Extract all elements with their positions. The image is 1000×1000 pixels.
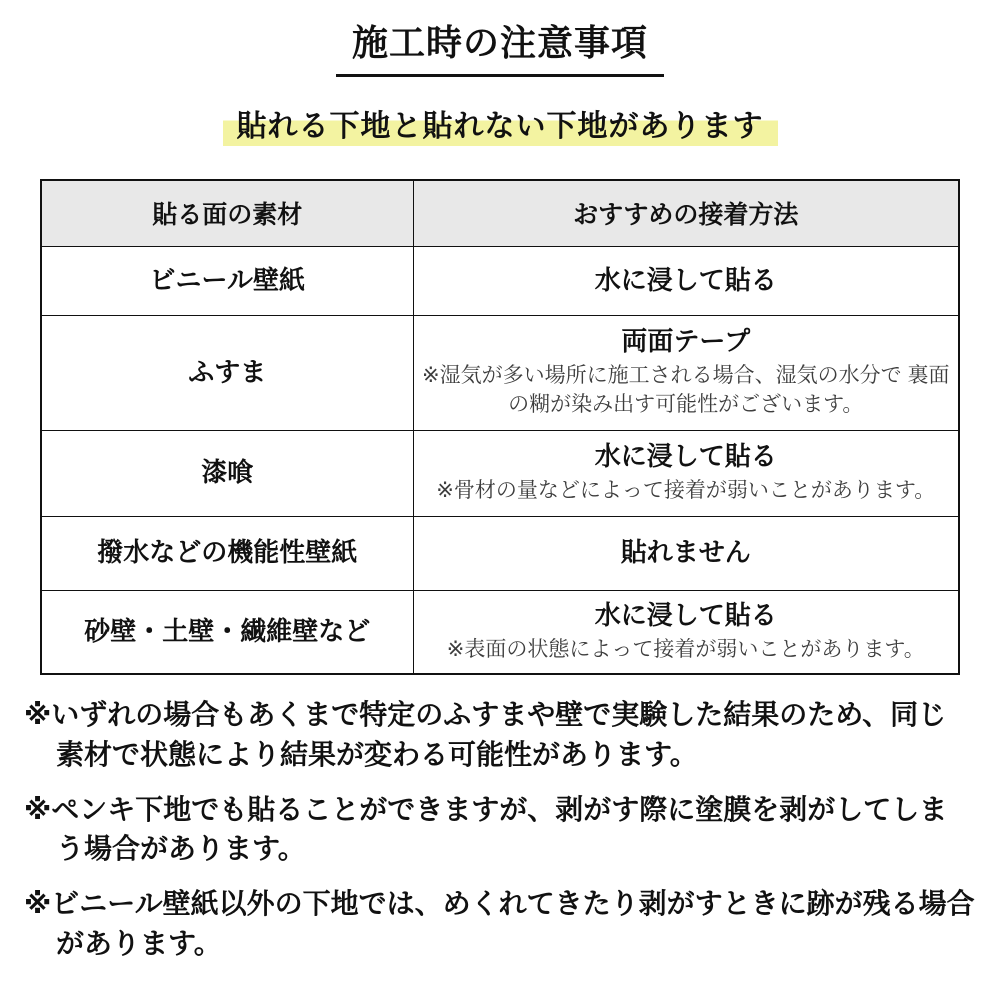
table-header-material: 貼る面の素材 xyxy=(41,180,413,246)
material-cell xyxy=(41,246,413,315)
method-label: 水に浸して貼る xyxy=(594,264,777,295)
material-label: 漆喰 xyxy=(201,457,254,488)
subtitle-highlighted: 貼れる下地と貼れない下地があります xyxy=(223,107,778,146)
method-cell xyxy=(413,430,959,516)
method-label: 両面テープ xyxy=(621,326,751,357)
footnote-line: ※ビニール壁紙以外の下地では、めくれてきたり剥がすときに跡が残る場合 xyxy=(24,888,975,919)
page-title: 施工時の注意事項 xyxy=(336,20,664,77)
table-header-row xyxy=(41,180,959,246)
footnote-line: ※いずれの場合もあくまで特定のふすまや壁で実験した結果のため、同じ xyxy=(24,699,947,730)
table-row xyxy=(41,430,959,516)
materials-table xyxy=(40,179,960,675)
material-cell xyxy=(41,516,413,590)
method-cell xyxy=(413,516,959,590)
material-label: 砂壁・土壁・繊維壁など xyxy=(84,615,371,646)
method-note: ※表面の状態によって接着が弱いことがあります。 xyxy=(446,637,925,661)
footnote-line: う場合があります。 xyxy=(56,833,306,865)
method-note: ※骨材の量などによって接着が弱いことがあります。 xyxy=(436,478,936,502)
method-note-line: 裏面の糊が染み出す可能性がございます。 xyxy=(508,363,950,416)
method-cell xyxy=(413,315,959,430)
footnote-line: ※ペンキ下地でも貼ることができますが、剥がす際に塗膜を剥がしてしま xyxy=(24,793,948,825)
material-cell xyxy=(41,590,413,674)
footnote-line: があります。 xyxy=(56,927,222,959)
footnote-item xyxy=(24,884,976,964)
material-label: ふすま xyxy=(188,356,267,387)
table-row xyxy=(41,516,959,590)
method-note xyxy=(422,362,951,420)
method-cell xyxy=(413,246,959,315)
subtitle-section xyxy=(0,107,1000,146)
table-header-method: おすすめの接着方法 xyxy=(413,180,959,246)
material-label: 撥水などの機能性壁紙 xyxy=(97,537,358,568)
table-row xyxy=(41,246,959,315)
material-cell xyxy=(41,315,413,430)
method-label: 貼れません xyxy=(620,537,751,568)
method-note-line: ※湿気が多い場所に施工される場合、湿気の水分で xyxy=(422,363,902,387)
method-cell xyxy=(413,590,959,674)
title-section xyxy=(0,0,1000,77)
table-row xyxy=(41,590,959,674)
footnote-item xyxy=(24,695,976,775)
footnote-line: 素材で状態により結果が変わる可能性があります。 xyxy=(56,738,698,770)
footnote-list xyxy=(24,695,976,964)
material-cell xyxy=(41,430,413,516)
material-label: ビニール壁紙 xyxy=(149,264,305,295)
method-label: 水に浸して貼る xyxy=(594,441,777,472)
footnote-item xyxy=(24,790,976,870)
table-row xyxy=(41,315,959,430)
method-label: 水に浸して貼る xyxy=(594,599,777,630)
